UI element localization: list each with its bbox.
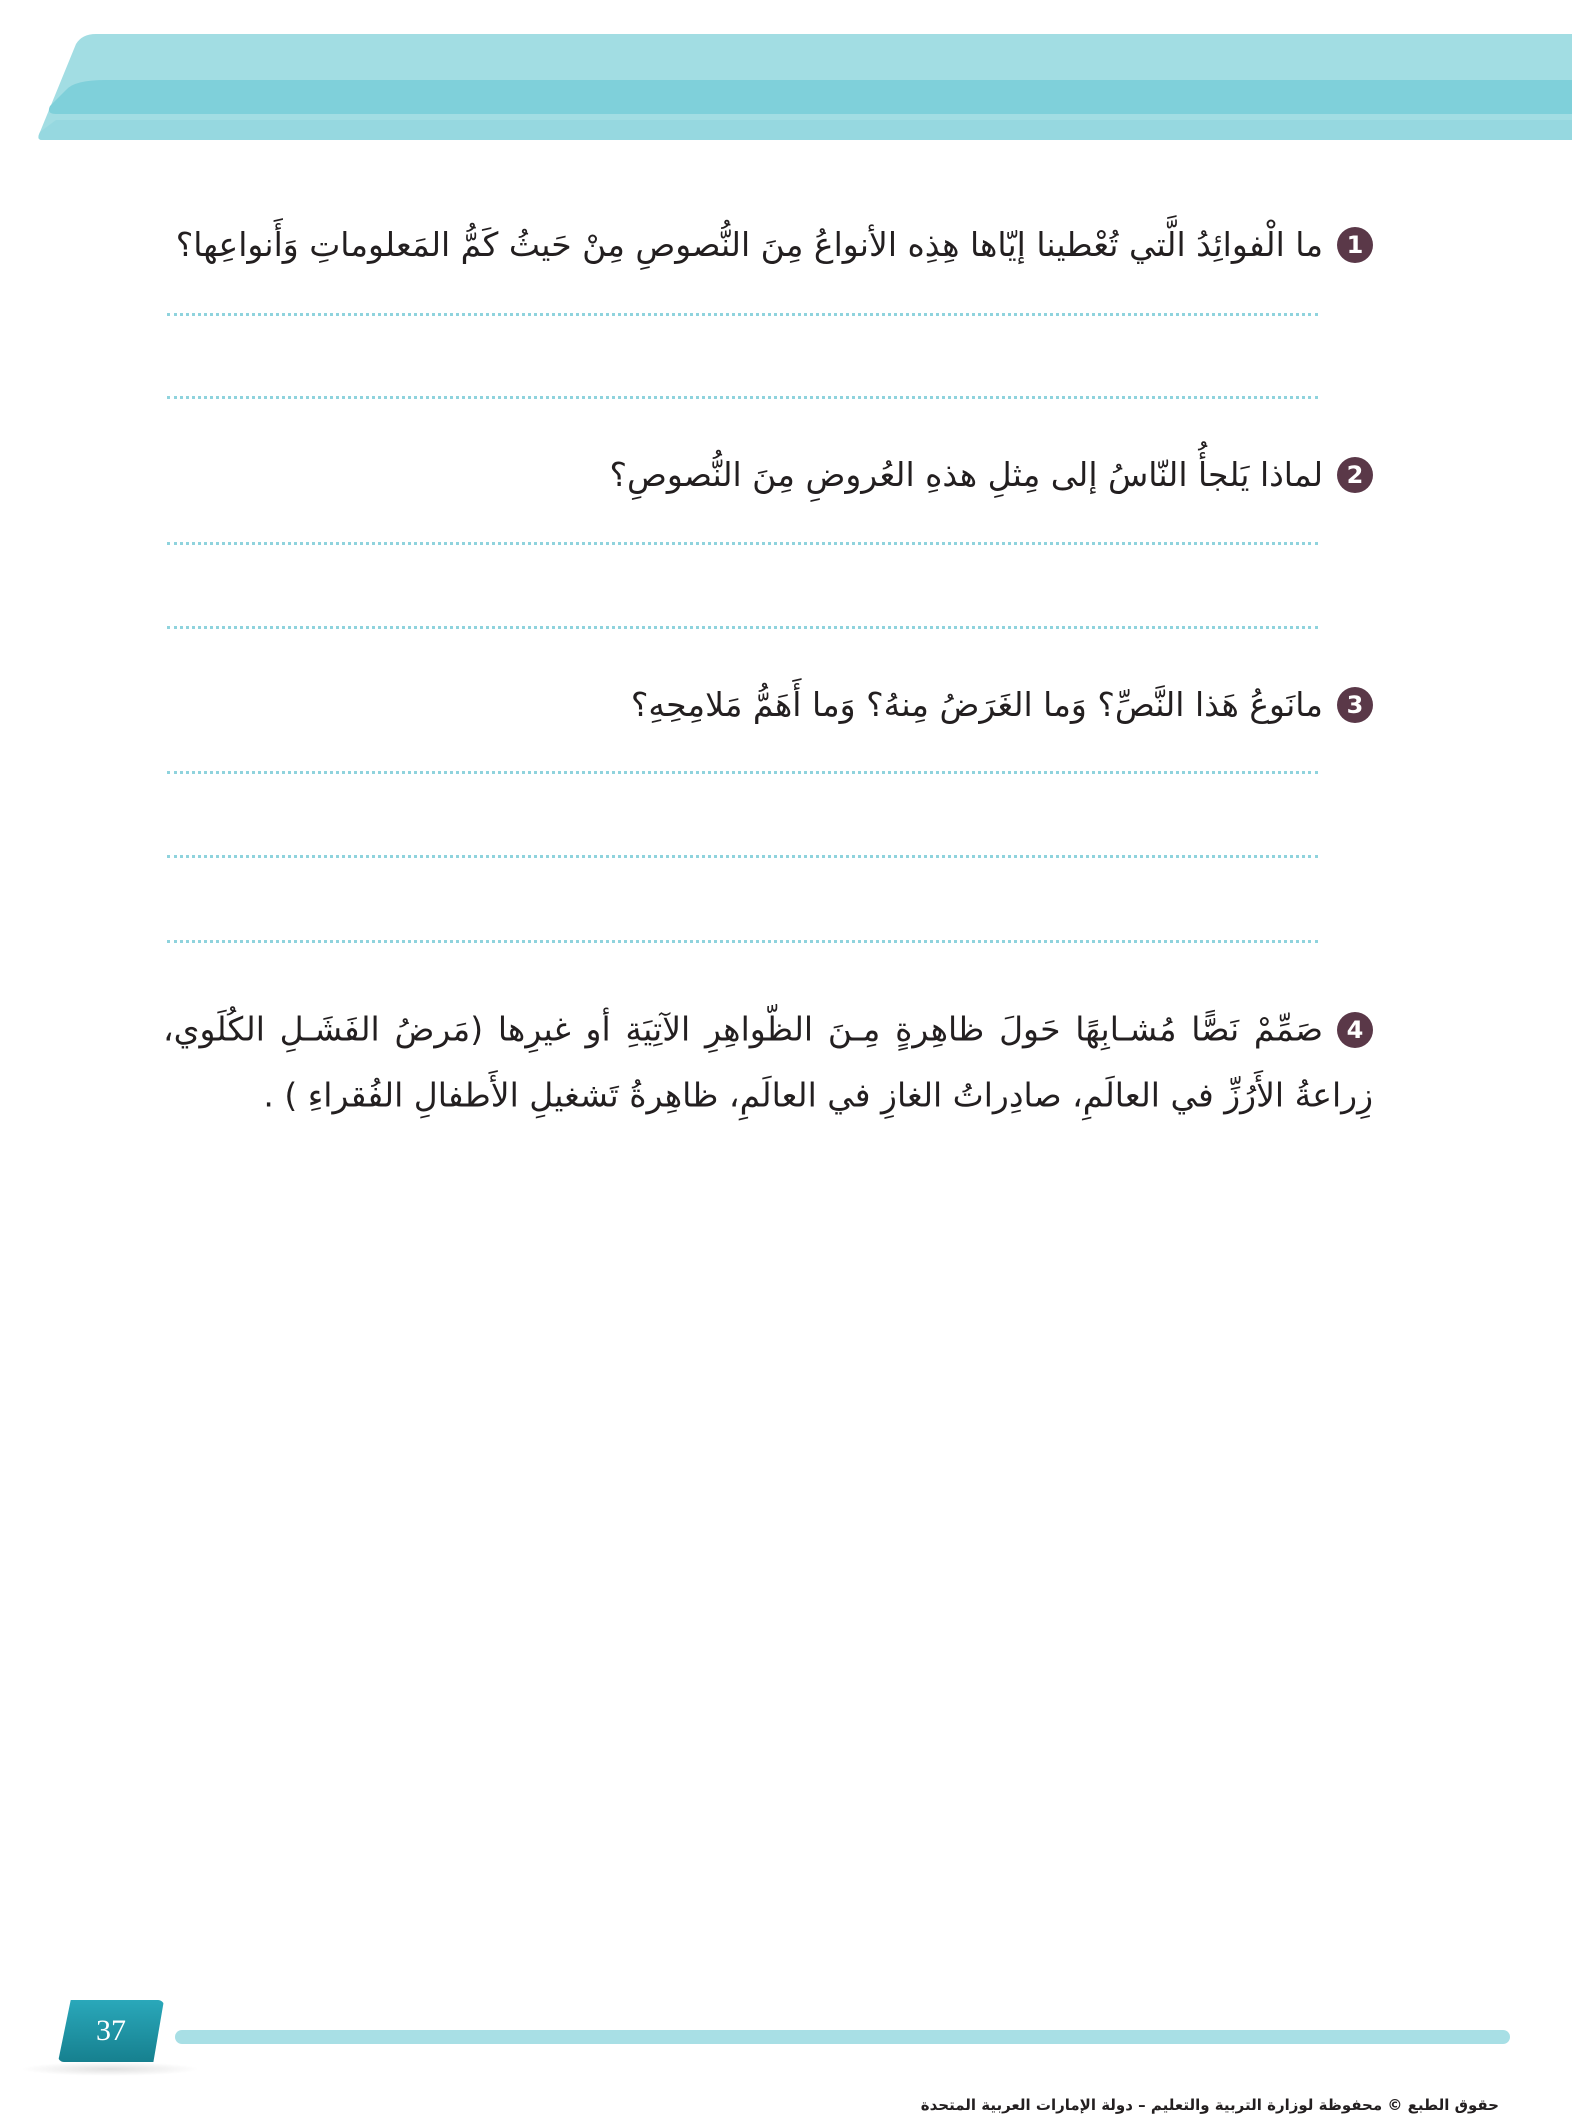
page-tab-shadow (20, 2062, 200, 2076)
page-number: 37 (96, 2014, 126, 2047)
question-3 (631, 686, 1373, 723)
answer-line[interactable] (167, 396, 1318, 399)
header-banner (36, 34, 1572, 140)
question-1 (176, 226, 1373, 263)
answer-line[interactable] (167, 626, 1318, 629)
answer-line[interactable] (167, 855, 1318, 858)
copyright-notice: حقوق الطبع © محفوظة لوزارة التربية والتعليم – دولة الإمارات العربية المتحدة (920, 2096, 1499, 2114)
question-text: مانَوعُ هَذا النَّصِّ؟ وَما الغَرَضُ مِنهُ؟ وَما أَهَمُّ مَلامِحِهِ؟ (630, 685, 1323, 724)
answer-line[interactable] (167, 542, 1318, 545)
question-text: صَمِّمْ نَصًّا مُشـابِهًا حَولَ ظاهِرةٍ مِـنَ الظّواهِرِ الآتِيَةِ أو غيرِها (مَرضُ الفَشَـلِ الكُلَوي، زِراعةُ الأَرُزِّ في العالَمِ، صادِراتُ الغازِ في العالَمِ، ظاهِرةُ تَشغيلِ الأَطفالِ الفُقراءِ ) . (163, 1009, 1373, 1114)
question-number-badge: 1 (1337, 227, 1373, 263)
question-number-badge: 4 (1337, 1012, 1373, 1048)
question-number-badge: 3 (1337, 687, 1373, 723)
answer-line[interactable] (167, 313, 1318, 316)
question-text: لماذا يَلجأُ النّاسُ إلى مِثلِ هذهِ العُروضِ مِنَ النُّصوصِ؟ (609, 455, 1323, 494)
question-text: ما الْفوائِدُ الَّتي تُعْطينا إيّاها هِذِه الأنواعُ مِنَ النُّصوصِ مِنْ حَيثُ كَمُّ المَعلوماتِ وَأَنواعِها؟ (175, 225, 1323, 264)
question-number-badge: 2 (1337, 457, 1373, 493)
footer-bar (175, 2030, 1510, 2044)
answer-line[interactable] (167, 771, 1318, 774)
question-4 (163, 996, 1373, 1127)
answer-line[interactable] (167, 940, 1318, 943)
question-2 (609, 456, 1373, 493)
